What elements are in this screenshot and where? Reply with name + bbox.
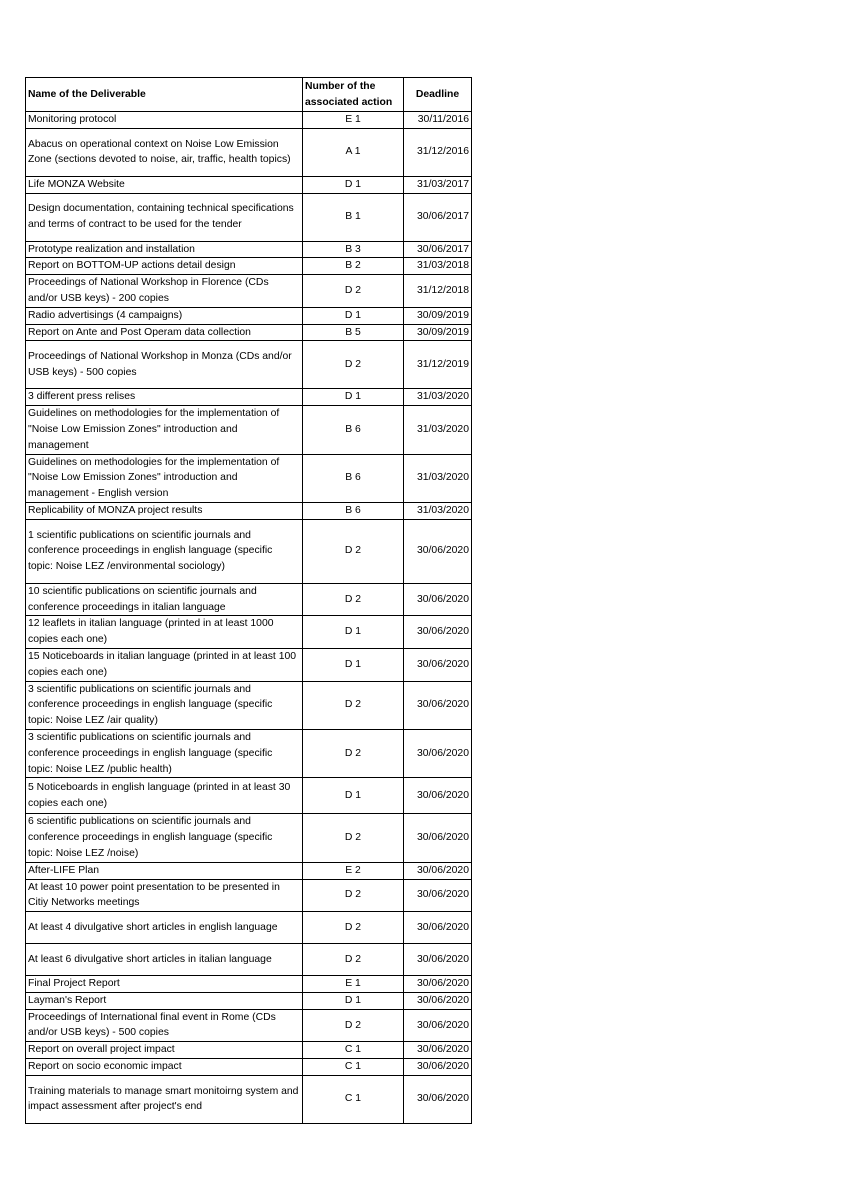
deadline-cell: 31/03/2020 [404,406,472,454]
table-row [26,454,472,502]
table-row [26,992,472,1009]
header-deadline: Deadline [404,78,472,112]
table-row [26,729,472,777]
table-row [26,193,472,241]
associated-action-cell: E 1 [303,976,404,993]
deliverable-name-cell: Proceedings of National Workshop in Florence (CDs and/or USB keys) - 200 copies [26,275,303,308]
table-row [26,275,472,308]
deliverable-name-cell: Report on overall project impact [26,1042,303,1059]
table-row [26,128,472,176]
deliverable-name-cell: 15 Noticeboards in italian language (printed in at least 100 copies each one) [26,648,303,681]
header-row [26,78,472,112]
deadline-cell: 30/06/2020 [404,583,472,616]
deadline-cell: 30/06/2020 [404,1059,472,1076]
associated-action-cell: D 2 [303,814,404,862]
table-row [26,341,472,389]
associated-action-cell: B 6 [303,406,404,454]
deadline-cell: 30/06/2020 [404,681,472,729]
deliverable-name-cell: Report on socio economic impact [26,1059,303,1076]
table-row [26,258,472,275]
deliverable-name-cell: Radio advertisings (4 campaigns) [26,307,303,324]
associated-action-cell: C 1 [303,1075,404,1123]
table-row [26,912,472,944]
deliverable-name-cell: At least 6 divulgative short articles in italian language [26,944,303,976]
table-row [26,814,472,862]
deadline-cell: 30/06/2020 [404,862,472,879]
deadline-cell: 30/06/2020 [404,814,472,862]
associated-action-cell: D 2 [303,729,404,777]
deadline-cell: 30/06/2020 [404,778,472,814]
deadline-cell: 30/06/2020 [404,1009,472,1042]
associated-action-cell: D 2 [303,879,404,912]
table-row [26,944,472,976]
table-row [26,1042,472,1059]
table-row [26,112,472,129]
deliverable-name-cell: At least 4 divulgative short articles in english language [26,912,303,944]
associated-action-cell: D 2 [303,912,404,944]
deliverable-name-cell: Abacus on operational context on Noise Low Emission Zone (sections devoted to noise, air, traffic, health topics) [26,128,303,176]
associated-action-cell: D 2 [303,681,404,729]
deadline-cell: 30/06/2020 [404,976,472,993]
deadline-cell: 31/03/2020 [404,502,472,519]
deadline-cell: 30/06/2020 [404,1075,472,1123]
table-row [26,879,472,912]
deadline-cell: 31/12/2018 [404,275,472,308]
associated-action-cell: E 2 [303,862,404,879]
deadline-cell: 30/09/2019 [404,324,472,341]
deliverable-name-cell: 10 scientific publications on scientific journals and conference proceedings in italian language [26,583,303,616]
deliverable-name-cell: 3 scientific publications on scientific journals and conference proceedings in english language (specific topic: Noise LEZ /air quality) [26,681,303,729]
associated-action-cell: D 2 [303,944,404,976]
deliverable-name-cell: Life MONZA Website [26,176,303,193]
deadline-cell: 30/06/2020 [404,1042,472,1059]
deliverable-name-cell: Replicability of MONZA project results [26,502,303,519]
deliverable-name-cell: 5 Noticeboards in english language (printed in at least 30 copies each one) [26,778,303,814]
associated-action-cell: D 2 [303,341,404,389]
header-deliverable-name: Name of the Deliverable [26,78,303,112]
deadline-cell: 31/12/2016 [404,128,472,176]
associated-action-cell: D 2 [303,583,404,616]
deliverable-name-cell: Prototype realization and installation [26,241,303,258]
header-associated-action: Number of the associated action [303,78,404,112]
associated-action-cell: B 5 [303,324,404,341]
deadline-cell: 30/09/2019 [404,307,472,324]
deliverable-name-cell: After-LIFE Plan [26,862,303,879]
associated-action-cell: E 1 [303,112,404,129]
table-row [26,406,472,454]
table-row [26,681,472,729]
deliverable-name-cell: Proceedings of National Workshop in Monza (CDs and/or USB keys) - 500 copies [26,341,303,389]
table-row [26,648,472,681]
table-row [26,307,472,324]
table-row [26,976,472,993]
deadline-cell: 30/06/2020 [404,729,472,777]
deadline-cell: 30/11/2016 [404,112,472,129]
deliverable-name-cell: 6 scientific publications on scientific journals and conference proceedings in english language (specific topic: Noise LEZ /noise) [26,814,303,862]
associated-action-cell: B 1 [303,193,404,241]
table-body [26,112,472,1124]
deadline-cell: 30/06/2020 [404,992,472,1009]
deliverable-name-cell: Monitoring protocol [26,112,303,129]
deliverable-name-cell: Training materials to manage smart monitoirng system and impact assessment after project's end [26,1075,303,1123]
deadline-cell: 30/06/2020 [404,616,472,649]
table-row [26,241,472,258]
associated-action-cell: A 1 [303,128,404,176]
table-row [26,1075,472,1123]
associated-action-cell: C 1 [303,1042,404,1059]
deliverable-name-cell: Design documentation, containing technical specifications and terms of contract to be used for the tender [26,193,303,241]
associated-action-cell: B 2 [303,258,404,275]
deliverable-name-cell: Guidelines on methodologies for the implementation of "Noise Low Emission Zones" introduction and management [26,406,303,454]
deliverable-name-cell: 3 different press relises [26,389,303,406]
deliverable-name-cell: Guidelines on methodologies for the implementation of "Noise Low Emission Zones" introduction and management - English version [26,454,303,502]
deadline-cell: 30/06/2020 [404,944,472,976]
table-row [26,862,472,879]
table-row [26,389,472,406]
table-row [26,176,472,193]
associated-action-cell: D 1 [303,648,404,681]
deliverables-table [25,77,472,1124]
deliverable-name-cell: Layman's Report [26,992,303,1009]
table-row [26,1009,472,1042]
deadline-cell: 30/06/2020 [404,519,472,583]
associated-action-cell: B 3 [303,241,404,258]
table-row [26,1059,472,1076]
deliverable-name-cell: At least 10 power point presentation to be presented in Citiy Networks meetings [26,879,303,912]
associated-action-cell: D 1 [303,778,404,814]
associated-action-cell: D 2 [303,519,404,583]
deadline-cell: 31/12/2019 [404,341,472,389]
deliverable-name-cell: Final Project Report [26,976,303,993]
deliverable-name-cell: 3 scientific publications on scientific journals and conference proceedings in english language (specific topic: Noise LEZ /public health) [26,729,303,777]
associated-action-cell: D 1 [303,307,404,324]
deadline-cell: 31/03/2020 [404,454,472,502]
deadline-cell: 30/06/2017 [404,193,472,241]
deliverable-name-cell: 12 leaflets in italian language (printed in at least 1000 copies each one) [26,616,303,649]
deliverable-name-cell: Proceedings of International final event in Rome (CDs and/or USB keys) - 500 copies [26,1009,303,1042]
deliverable-name-cell: Report on BOTTOM-UP actions detail design [26,258,303,275]
table-row [26,502,472,519]
deliverable-name-cell: Report on Ante and Post Operam data collection [26,324,303,341]
deadline-cell: 30/06/2020 [404,912,472,944]
deadline-cell: 31/03/2018 [404,258,472,275]
associated-action-cell: C 1 [303,1059,404,1076]
table-row [26,324,472,341]
associated-action-cell: B 6 [303,502,404,519]
associated-action-cell: D 1 [303,616,404,649]
associated-action-cell: D 1 [303,176,404,193]
associated-action-cell: D 1 [303,992,404,1009]
deliverable-name-cell: 1 scientific publications on scientific journals and conference proceedings in english language (specific topic: Noise LEZ /environmental sociology) [26,519,303,583]
deadline-cell: 31/03/2020 [404,389,472,406]
deadline-cell: 31/03/2017 [404,176,472,193]
table-row [26,519,472,583]
deadline-cell: 30/06/2017 [404,241,472,258]
associated-action-cell: B 6 [303,454,404,502]
associated-action-cell: D 1 [303,389,404,406]
deadline-cell: 30/06/2020 [404,648,472,681]
associated-action-cell: D 2 [303,1009,404,1042]
table-row [26,778,472,814]
associated-action-cell: D 2 [303,275,404,308]
deadline-cell: 30/06/2020 [404,879,472,912]
table-row [26,583,472,616]
table-row [26,616,472,649]
